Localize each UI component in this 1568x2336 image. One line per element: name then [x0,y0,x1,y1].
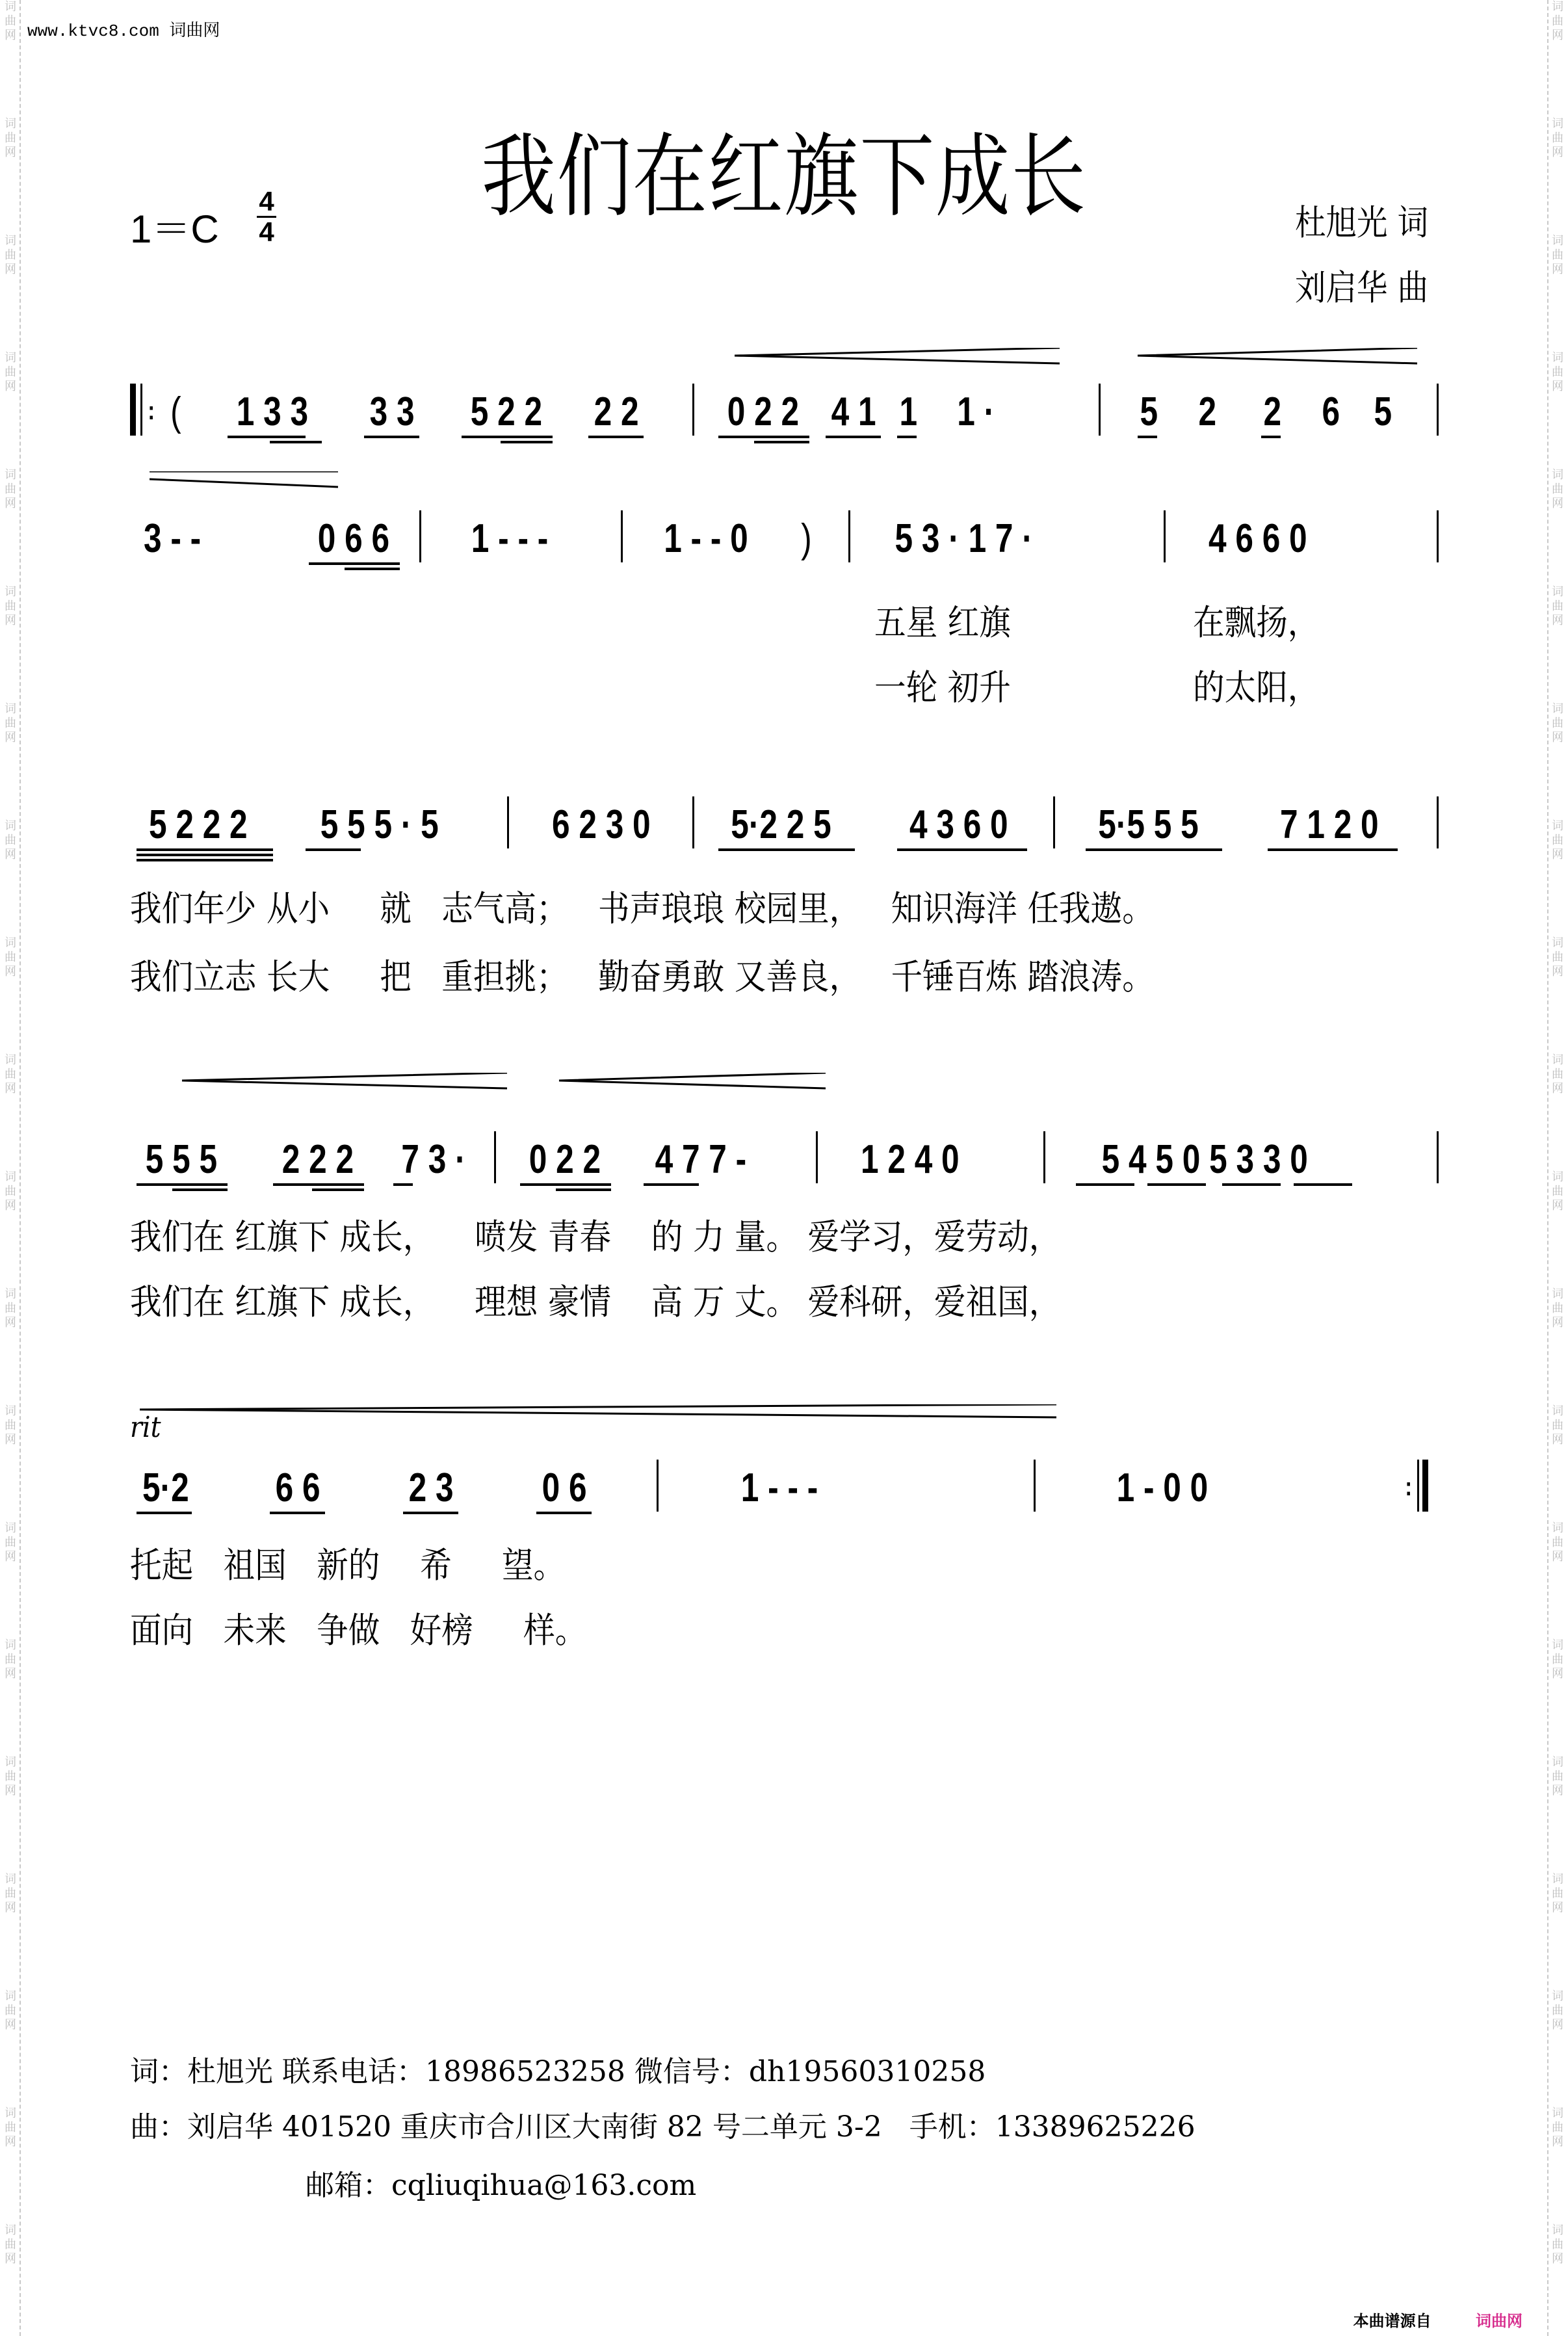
lyric-v2-line2-a: 一轮 初升 [874,667,1011,708]
tempo-mark-rit: rit [130,1411,161,1444]
watermark-text: 词 曲 网 [5,1053,16,1096]
source-label: 本曲谱源自 [1353,2312,1431,2330]
decrescendo-hairpin [150,471,345,491]
source-credit [1353,2308,1522,2331]
lyric-v2-line2-b: 的太阳， [1193,667,1320,708]
score-line-1: : ( 1 3 3 3 3 5 2 2 2 2 0 2 2 4 1 1 1 · 5 2 2 6 5 [124,384,1450,455]
watermark-text: 词 曲 网 [1552,936,1563,978]
watermark-text: 词 曲 网 [5,2106,16,2149]
watermark-text: 词 曲 网 [5,1638,16,1681]
watermark-text: 词 曲 网 [1552,2106,1563,2149]
watermark-text: 词 曲 网 [5,1287,16,1330]
watermark-text: 词 曲 网 [1552,1170,1563,1213]
watermark-text: 词 曲 网 [5,585,16,627]
watermark-text: 词 曲 网 [5,234,16,276]
watermark-text: 词 曲 网 [1552,1638,1563,1681]
watermark-text: 词 曲 网 [1552,702,1563,744]
watermark-text: 词 曲 网 [1552,1989,1563,2032]
watermark-text: 词 曲 网 [5,468,16,510]
watermark-text: 词 曲 网 [1552,351,1563,393]
watermark-text: 词 曲 网 [5,819,16,861]
watermark-text: 词 曲 网 [5,936,16,978]
site-url: www.ktvc8.com 词曲网 [27,21,220,41]
song-title: 我们在红旗下成长 [481,124,1087,230]
watermark-text: 词 曲 网 [5,1755,16,1798]
watermark-text: 词 曲 网 [1552,0,1563,42]
watermark-text: 词 曲 网 [1552,1053,1563,1096]
watermark-text: 词 曲 网 [1552,1287,1563,1330]
watermark-text: 词 曲 网 [1552,1872,1563,1915]
watermark-text: 词 曲 网 [1552,2224,1563,2266]
composer-email: 邮箱：cqliuqihua@163.com [306,2169,697,2202]
watermark-text: 词 曲 网 [1552,819,1563,861]
watermark-text: 词 曲 网 [5,702,16,744]
watermark-text: 词 曲 网 [5,351,16,393]
lyric-v2-line3: 我们立志 长大 把 重担挑； 勤奋勇敢 又善良， 千锤百炼 踏浪涛。 [130,956,1154,997]
composer-contact: 曲：刘启华 401520 重庆市合川区大南街 82 号二单元 3-2 手机：13389625226 [130,2110,1196,2144]
watermark-text: 词 曲 网 [5,117,16,159]
crescendo-hairpin [735,348,1424,367]
watermark-text: 词 曲 网 [1552,1404,1563,1447]
score-line-5: 5·2 6 6 2 3 0 6 1 - - - 1 - 0 0 : [124,1460,1450,1531]
watermark-text: 词 曲 网 [1552,468,1563,510]
watermark-text: 词 曲 网 [5,1521,16,1564]
lyric-v2-line4: 我们在 红旗下 成长， 理想 豪情 高 万 丈。 爱科研，爱祖国， [130,1281,1061,1322]
watermark-text: 词 曲 网 [5,0,16,42]
lyric-v1-line2-a: 五星 红旗 [874,602,1011,643]
right-watermark-strip [1547,0,1568,2336]
watermark-text: 词 曲 网 [5,1989,16,2032]
time-signature [257,187,276,246]
lyric-v1-line4: 我们在 红旗下 成长， 喷发 青春 的 力 量。 爱学习，爱劳动， [130,1216,1061,1257]
lyric-v1-line5: 托起 祖国 新的 希 望。 [130,1545,566,1586]
watermark-text: 词 曲 网 [1552,1755,1563,1798]
composer-credit: 刘启华 曲 [1294,267,1428,308]
watermark-text: 词 曲 网 [5,2224,16,2266]
lyric-v1-line3: 我们年少 从小 就 志气高； 书声琅琅 校园里， 知识海洋 任我遨。 [130,888,1154,929]
score-line-4: 5 5 5 2 2 2 7 3 · 0 2 2 4 7 7 - 1 2 4 0 5 4 5 0 5 3 3 0 [124,1131,1450,1203]
score-line-3: 5 2 2 2 5 5 5 · 5 6 2 3 0 5·2 2 5 4 3 6 0 5·5 5 5 7 1 2 0 [124,796,1450,868]
lyric-v1-line2-b: 在飘扬， [1193,602,1320,643]
decrescendo-hairpin-2 [140,1404,1063,1424]
lyric-v2-line5: 面向 未来 争做 好榜 样。 [130,1610,587,1651]
watermark-text: 词 曲 网 [1552,234,1563,276]
time-bottom: 4 [259,217,274,247]
score-line-2: 3 - - 0 6 6 1 - - - 1 - - 0 ) 5 3 · 1 7 · 4 6 6 0 [124,510,1450,582]
left-watermark-strip [0,0,21,2336]
watermark-text: 词 曲 网 [1552,117,1563,159]
watermark-text: 词 曲 网 [5,1170,16,1213]
watermark-text: 词 曲 网 [1552,1521,1563,1564]
key-signature: 1＝C [130,207,219,251]
time-top: 4 [259,186,274,217]
source-brand-link[interactable]: 词曲网 [1476,2312,1522,2330]
watermark-text: 词 曲 网 [5,1872,16,1915]
watermark-text: 词 曲 网 [5,1404,16,1447]
lyricist-credit: 杜旭光 词 [1294,202,1428,243]
lyricist-contact: 词：杜旭光 联系电话：18986523258 微信号：dh19560310258 [130,2055,986,2088]
watermark-text: 词 曲 网 [1552,585,1563,627]
crescendo-hairpin-2 [130,1073,845,1092]
